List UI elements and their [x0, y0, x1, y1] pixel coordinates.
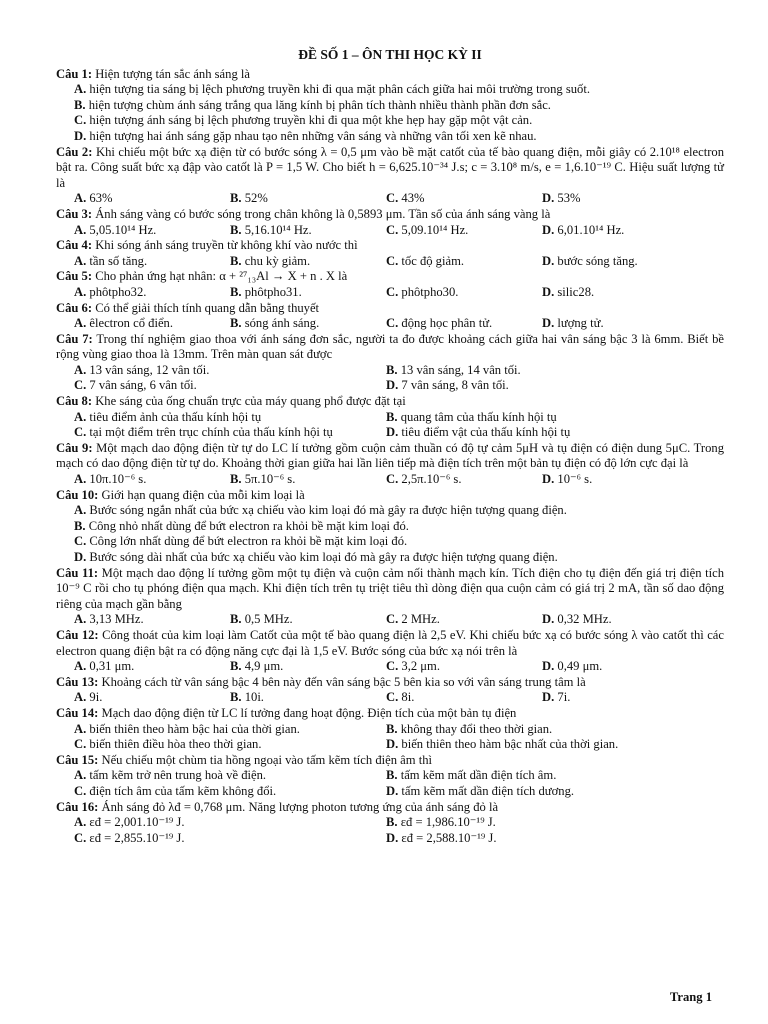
- option-d: D. 0,49 μm.: [542, 659, 603, 674]
- option-d: D. 53%: [542, 191, 581, 206]
- question-text: Có thể giải thích tính quang dẫn bằng thuyết: [95, 300, 320, 315]
- option-c: C. 43%: [386, 191, 425, 206]
- options-row: [56, 815, 724, 831]
- option-text: 7 vân sáng, 6 vân tối.: [89, 378, 197, 393]
- option-c: C. biến thiên điều hòa theo thời gian.: [74, 737, 262, 752]
- option-text: 6,01.10¹⁴ Hz.: [557, 222, 625, 237]
- option-c: C. phôtpho30.: [386, 284, 459, 299]
- option-b: B. 5,16.10¹⁴ Hz.: [230, 222, 312, 237]
- option-text: tấm kẽm mất dần điện tích dương.: [401, 783, 575, 798]
- option-c: C. điện tích âm của tấm kẽm không đổi.: [74, 783, 277, 798]
- question-number: Câu 13:: [56, 674, 99, 689]
- option-text: Công nhỏ nhất dùng để bứt electron ra khỏi bề mặt kim loại đó.: [88, 518, 409, 533]
- option-a: A. tần số tăng.: [74, 253, 148, 268]
- option-text: Công lớn nhất dùng để bứt electron ra khỏi bề mặt kim loại đó.: [89, 534, 408, 549]
- question-stem: [56, 441, 724, 472]
- option-a: A. êlectron cổ điển.: [74, 316, 173, 331]
- question-stem: [56, 301, 724, 317]
- question-4: [56, 238, 724, 269]
- option-d: D. biến thiên theo hàm bậc nhất của thời gian.: [386, 737, 619, 752]
- question-stem: [56, 394, 724, 410]
- question-text: Cho phản ứng hạt nhân: α + ²⁷₁₃Al → X + n . X là: [95, 269, 348, 284]
- option-text: hiện tượng hai ánh sáng gặp nhau tạo nên những vân sáng và những vân tối xen kẽ nhau.: [89, 128, 537, 143]
- question-number: Câu 5:: [56, 269, 93, 284]
- question-stem: [56, 238, 724, 254]
- option-c: C. 5,09.10¹⁴ Hz.: [386, 222, 469, 237]
- question-text: Mạch dao động điện từ LC lí tưởng đang hoạt động. Điện tích của một bản tụ điện: [101, 705, 517, 720]
- option-c: C. εđ = 2,855.10⁻¹⁹ J.: [74, 830, 185, 845]
- option-text: εđ = 2,588.10⁻¹⁹ J.: [401, 830, 497, 845]
- option-d: D. lượng tử.: [542, 316, 604, 331]
- option-b: B. sóng ánh sáng.: [230, 316, 320, 331]
- option-text: 0,5 MHz.: [244, 612, 293, 627]
- option-text: sóng ánh sáng.: [244, 316, 320, 331]
- options-row: [56, 472, 724, 488]
- page-title: ĐỀ SỐ 1 – ÔN THI HỌC KỲ II: [298, 47, 482, 62]
- option-text: εđ = 2,855.10⁻¹⁹ J.: [89, 830, 185, 845]
- question-text: Nếu chiếu một chùm tia hồng ngoại vào tấm kẽm tích điện âm thì: [101, 752, 433, 767]
- question-15: [56, 753, 724, 800]
- question-number: Câu 4:: [56, 238, 93, 253]
- option-text: điện tích âm của tấm kẽm không đổi.: [89, 783, 277, 798]
- question-number: Câu 11:: [56, 565, 99, 580]
- options-row: [56, 425, 724, 441]
- option-d: D. Bước sóng dài nhất của bức xạ chiếu vào kim loại đó mà gây ra được hiện tượng quang điện.: [74, 550, 558, 564]
- options-row: [56, 722, 724, 738]
- question-1: [56, 67, 724, 145]
- option-d: D. 10⁻⁶ s.: [542, 472, 593, 487]
- options-row: [56, 254, 724, 270]
- question-text: Hiện tượng tán sắc ánh sáng là: [95, 66, 250, 81]
- option-text: phôtpho31.: [244, 284, 302, 299]
- option-text: 8i.: [401, 690, 415, 705]
- question-9: [56, 441, 724, 488]
- question-stem: [56, 207, 724, 223]
- option-text: 7 vân sáng, 8 vân tối.: [401, 378, 509, 393]
- option-a: A. 3,13 MHz.: [74, 612, 144, 627]
- option-b: B. εđ = 1,986.10⁻¹⁹ J.: [386, 815, 496, 830]
- option-d: D. bước sóng tăng.: [542, 253, 638, 268]
- option-b: B. 5π.10⁻⁶ s.: [230, 472, 296, 487]
- exam-page: [56, 47, 724, 846]
- question-number: Câu 1:: [56, 66, 93, 81]
- option-d: D. tấm kẽm mất dần điện tích dương.: [386, 783, 575, 798]
- option-text: tấm kẽm trở nên trung hoà về điện.: [89, 768, 267, 783]
- option-text: 10π.10⁻⁶ s.: [89, 472, 147, 487]
- option-text: 43%: [401, 191, 425, 206]
- option-d: D. tiêu điểm vật của thấu kính hội tụ: [386, 425, 571, 440]
- option-d: D. 7 vân sáng, 8 vân tối.: [386, 378, 509, 393]
- question-text: Một mạch dao động điện từ tự do LC lí tưởng gồm cuộn cảm thuần có độ tự cảm 5μH và tụ điện có điện dung 5μC. Trong mạch có dao động điện từ tự do. Khoảng thời gian giữa hai lần liên tiếp mà điện tích trên một bản tụ điện có độ lớn cực đại là: [56, 440, 725, 471]
- option-text: 7i.: [557, 690, 571, 705]
- question-13: [56, 675, 724, 706]
- option-text: tốc độ giảm.: [401, 253, 465, 268]
- question-14: [56, 706, 724, 753]
- question-stem: [56, 800, 724, 816]
- question-number: Câu 3:: [56, 206, 93, 221]
- options-row: [56, 223, 724, 239]
- option-text: 9i.: [89, 690, 103, 705]
- options-row: [56, 690, 724, 706]
- option-text: 63%: [89, 191, 113, 206]
- option-b: B. phôtpho31.: [230, 284, 302, 299]
- option-a: A. hiện tượng tia sáng bị lệch phương truyền khi đi qua mặt phân cách giữa hai môi trường trong suốt.: [74, 82, 590, 97]
- option-text: phôtpho32.: [89, 284, 147, 299]
- option-a: A. biến thiên theo hàm bậc hai của thời gian.: [74, 721, 300, 736]
- question-stem: [56, 488, 724, 504]
- options-row: [56, 737, 724, 753]
- option-b: B. Công nhỏ nhất dùng để bứt electron ra khỏi bề mặt kim loại đó.: [74, 518, 409, 533]
- question-text: Ánh sáng vàng có bước sóng trong chân không là 0,5893 μm. Tần số của ánh sáng vàng là: [95, 206, 551, 221]
- option-text: biến thiên theo hàm bậc nhất của thời gian.: [401, 737, 619, 752]
- question-text: Giới hạn quang điện của mỗi kim loại là: [101, 487, 305, 502]
- option-text: 0,32 MHz.: [557, 612, 612, 627]
- option-text: 2,5π.10⁻⁶ s.: [401, 472, 462, 487]
- question-stem: [56, 675, 724, 691]
- option-d: D. 0,32 MHz.: [542, 612, 612, 627]
- question-number: Câu 8:: [56, 394, 93, 409]
- options-row: [56, 612, 724, 628]
- option-b: B. không thay đổi theo thời gian.: [386, 721, 553, 736]
- option-d: D. 7i.: [542, 690, 571, 705]
- options-row: [56, 316, 724, 332]
- question-12: [56, 628, 724, 675]
- option-text: 3,2 μm.: [401, 659, 440, 674]
- options-row: [56, 363, 724, 379]
- option-b: B. tấm kẽm mất dần điện tích âm.: [386, 768, 557, 783]
- option-c: C. 2,5π.10⁻⁶ s.: [386, 472, 462, 487]
- question-stem: [56, 706, 724, 722]
- option-text: silic28.: [557, 284, 595, 299]
- option-a: A. tiêu điểm ảnh của thấu kính hội tụ: [74, 409, 262, 424]
- option-b: B. 10i.: [230, 690, 264, 705]
- question-number: Câu 10:: [56, 487, 99, 502]
- question-stem: [56, 753, 724, 769]
- question-stem: [56, 269, 724, 285]
- question-2: [56, 145, 724, 207]
- question-stem: [56, 145, 724, 192]
- option-text: εđ = 1,986.10⁻¹⁹ J.: [400, 815, 496, 830]
- option-text: 13 vân sáng, 14 vân tối.: [400, 362, 521, 377]
- options-row: [56, 831, 724, 847]
- option-c: C. tốc độ giảm.: [386, 253, 465, 268]
- question-7: [56, 332, 724, 394]
- page-number: Trang 1: [669, 990, 712, 1004]
- option-b: B. chu kỳ giảm.: [230, 253, 311, 268]
- option-text: 10⁻⁶ s.: [557, 472, 593, 487]
- option-c: C. Công lớn nhất dùng để bứt electron ra khỏi bề mặt kim loại đó.: [74, 534, 408, 549]
- option-a: A. tấm kẽm trở nên trung hoà về điện.: [74, 768, 267, 783]
- question-6: [56, 301, 724, 332]
- option-text: biến thiên theo hàm bậc hai của thời gian.: [89, 721, 300, 736]
- option-c: C. hiện tượng ánh sáng bị lệch phương truyền khi đi qua một khe hẹp hay gặp một vật cản.: [74, 113, 533, 128]
- option-text: Bước sóng ngắn nhất của bức xạ chiếu vào kim loại đó mà gây ra được hiện tượng quang điện.: [89, 503, 567, 518]
- option-d: D. 6,01.10¹⁴ Hz.: [542, 222, 625, 237]
- option-text: hiện tượng tia sáng bị lệch phương truyền khi đi qua mặt phân cách giữa hai môi trường trong suốt.: [89, 82, 590, 97]
- option-a: A. 0,31 μm.: [74, 659, 135, 674]
- question-8: [56, 394, 724, 441]
- question-stem: [56, 67, 724, 83]
- option-c: C. 3,2 μm.: [386, 659, 440, 674]
- option-text: hiện tượng chùm ánh sáng trắng qua lăng kính bị phân tích thành nhiều thành phần đơn sắc.: [88, 97, 551, 112]
- option-text: tiêu điểm vật của thấu kính hội tụ: [401, 425, 571, 440]
- question-16: [56, 800, 724, 847]
- question-number: Câu 14:: [56, 705, 99, 720]
- option-b: B. 52%: [230, 191, 268, 206]
- option-text: 13 vân sáng, 12 vân tối.: [89, 362, 210, 377]
- option-text: 10i.: [244, 690, 264, 705]
- option-text: 52%: [244, 191, 268, 206]
- option-b: B. quang tâm của thấu kính hội tụ: [386, 409, 557, 424]
- question-number: Câu 15:: [56, 752, 99, 767]
- option-text: 5,09.10¹⁴ Hz.: [401, 222, 469, 237]
- option-text: biến thiên điều hòa theo thời gian.: [89, 737, 262, 752]
- option-text: phôtpho30.: [401, 284, 459, 299]
- option-c: C. 8i.: [386, 690, 415, 705]
- option-c: C. 7 vân sáng, 6 vân tối.: [74, 378, 197, 393]
- question-stem: [56, 332, 724, 363]
- option-text: lượng tử.: [557, 316, 604, 331]
- question-text: Một mạch dao động lí tưởng gồm một tụ điện và cuộn cảm nối thành mạch kín. Tích điện cho tụ điện đến giá trị điện tích 10⁻⁹ C rồi cho tụ phóng điện qua mạch. Khi điện tích trên tụ triệt tiêu thì dòng điện qua cuộn cảm có giá trị 2 mA, tần số dao động riêng của mạch gần bằng: [56, 565, 724, 611]
- question-text: Khi chiếu một bức xạ điện từ có bước sóng λ = 0,5 μm vào bề mặt catốt của tế bào quang điện, mỗi giây có 2.10¹⁸ electron bật ra. Công suất bức xạ đập vào catốt là P = 1,5 W. Cho biết h = 6,625.10⁻³⁴ J.s; c = 3.10⁸ m/s, e = 1,6.10⁻¹⁹ C. Hiệu suất lượng tử là: [56, 144, 724, 190]
- option-a: A. 13 vân sáng, 12 vân tối.: [74, 362, 210, 377]
- question-text: Khi sóng ánh sáng truyền từ không khí vào nước thì: [95, 238, 358, 253]
- question-3: [56, 207, 724, 238]
- option-b: B. 4,9 μm.: [230, 659, 284, 674]
- options-row: [56, 768, 724, 784]
- question-number: Câu 16:: [56, 799, 99, 814]
- option-text: tiêu điểm ảnh của thấu kính hội tụ: [89, 409, 262, 424]
- option-a: A. 9i.: [74, 690, 103, 705]
- options-row: [56, 784, 724, 800]
- option-text: 5π.10⁻⁶ s.: [244, 472, 296, 487]
- question-number: Câu 2:: [56, 144, 93, 159]
- options-row: [56, 191, 724, 207]
- option-b: B. hiện tượng chùm ánh sáng trắng qua lăng kính bị phân tích thành nhiều thành phần đơn sắc.: [74, 97, 551, 112]
- option-text: chu kỳ giảm.: [244, 253, 311, 268]
- option-text: tần số tăng.: [89, 253, 148, 268]
- option-text: 4,9 μm.: [244, 659, 284, 674]
- options-row: [56, 410, 724, 426]
- option-a: A. εđ = 2,001.10⁻¹⁹ J.: [74, 815, 185, 830]
- options-row: [56, 285, 724, 301]
- option-b: B. 0,5 MHz.: [230, 612, 293, 627]
- option-a: A. phôtpho32.: [74, 284, 147, 299]
- question-text: Khoảng cách từ vân sáng bậc 4 bên này đến vân sáng bậc 5 bên kia so với vân sáng trung tâm là: [101, 674, 586, 689]
- question-number: Câu 12:: [56, 627, 99, 642]
- option-text: εđ = 2,001.10⁻¹⁹ J.: [89, 815, 185, 830]
- option-text: 0,49 μm.: [557, 659, 603, 674]
- option-text: bước sóng tăng.: [557, 253, 638, 268]
- question-5: [56, 269, 724, 300]
- question-11: [56, 566, 724, 628]
- question-text: Trong thí nghiệm giao thoa với ánh sáng đơn sắc, người ta đo được khoảng cách giữa hai vân sáng bậc 3 là 6mm. Biết bề rộng vùng giao thoa là 13mm. Trên màn quan sát được: [56, 331, 724, 362]
- option-a: A. 10π.10⁻⁶ s.: [74, 472, 147, 487]
- question-text: Ánh sáng đỏ λđ = 0,768 μm. Năng lượng photon tương ứng của ánh sáng đỏ là: [101, 799, 499, 814]
- option-d: D. silic28.: [542, 284, 595, 299]
- option-a: A. 5,05.10¹⁴ Hz.: [74, 222, 157, 237]
- option-text: Bước sóng dài nhất của bức xạ chiếu vào kim loại đó mà gây ra được hiện tượng quang điện.: [89, 550, 558, 564]
- option-text: tấm kẽm mất dần điện tích âm.: [400, 768, 557, 783]
- question-text: Công thoát của kim loại làm Catốt của một tế bào quang điện là 2,5 eV. Khi chiếu bức xạ có bước sóng λ vào catốt thì các electron quang điện bật ra có động năng cực đại là 1,5 eV. Bước sóng của bức xạ nói trên là: [56, 627, 724, 658]
- option-text: 5,05.10¹⁴ Hz.: [89, 222, 157, 237]
- option-text: 53%: [557, 191, 581, 206]
- question-number: Câu 9:: [56, 440, 93, 455]
- option-text: 5,16.10¹⁴ Hz.: [244, 222, 312, 237]
- option-text: không thay đổi theo thời gian.: [400, 721, 553, 736]
- option-d: D. hiện tượng hai ánh sáng gặp nhau tạo nên những vân sáng và những vân tối xen kẽ nhau.: [74, 128, 537, 143]
- option-a: A. 63%: [74, 191, 113, 206]
- option-text: 3,13 MHz.: [89, 612, 144, 627]
- option-a: A. Bước sóng ngắn nhất của bức xạ chiếu vào kim loại đó mà gây ra được hiện tượng quang điện.: [74, 503, 567, 518]
- options-row: [56, 659, 724, 675]
- option-text: quang tâm của thấu kính hội tụ: [400, 409, 557, 424]
- option-text: 2 MHz.: [401, 612, 440, 627]
- option-text: hiện tượng ánh sáng bị lệch phương truyền khi đi qua một khe hẹp hay gặp một vật cản.: [89, 113, 533, 128]
- option-text: êlectron cổ điển.: [89, 316, 173, 331]
- option-c: C. động học phân tử.: [386, 316, 493, 331]
- option-text: 0,31 μm.: [89, 659, 135, 674]
- option-b: B. 13 vân sáng, 14 vân tối.: [386, 362, 521, 377]
- question-number: Câu 7:: [56, 331, 93, 346]
- question-stem: [56, 566, 724, 613]
- options-row: [56, 378, 724, 394]
- question-stem: [56, 628, 724, 659]
- option-d: D. εđ = 2,588.10⁻¹⁹ J.: [386, 830, 497, 845]
- option-text: động học phân tử.: [401, 316, 493, 331]
- option-c: C. 2 MHz.: [386, 612, 440, 627]
- question-number: Câu 6:: [56, 300, 93, 315]
- option-c: C. tại một điểm trên trục chính của thấu kính hội tụ: [74, 425, 333, 440]
- question-text: Khe sáng của ống chuẩn trực của máy quang phổ được đặt tại: [95, 394, 406, 409]
- question-10: [56, 488, 724, 566]
- option-text: tại một điểm trên trục chính của thấu kính hội tụ: [89, 425, 333, 440]
